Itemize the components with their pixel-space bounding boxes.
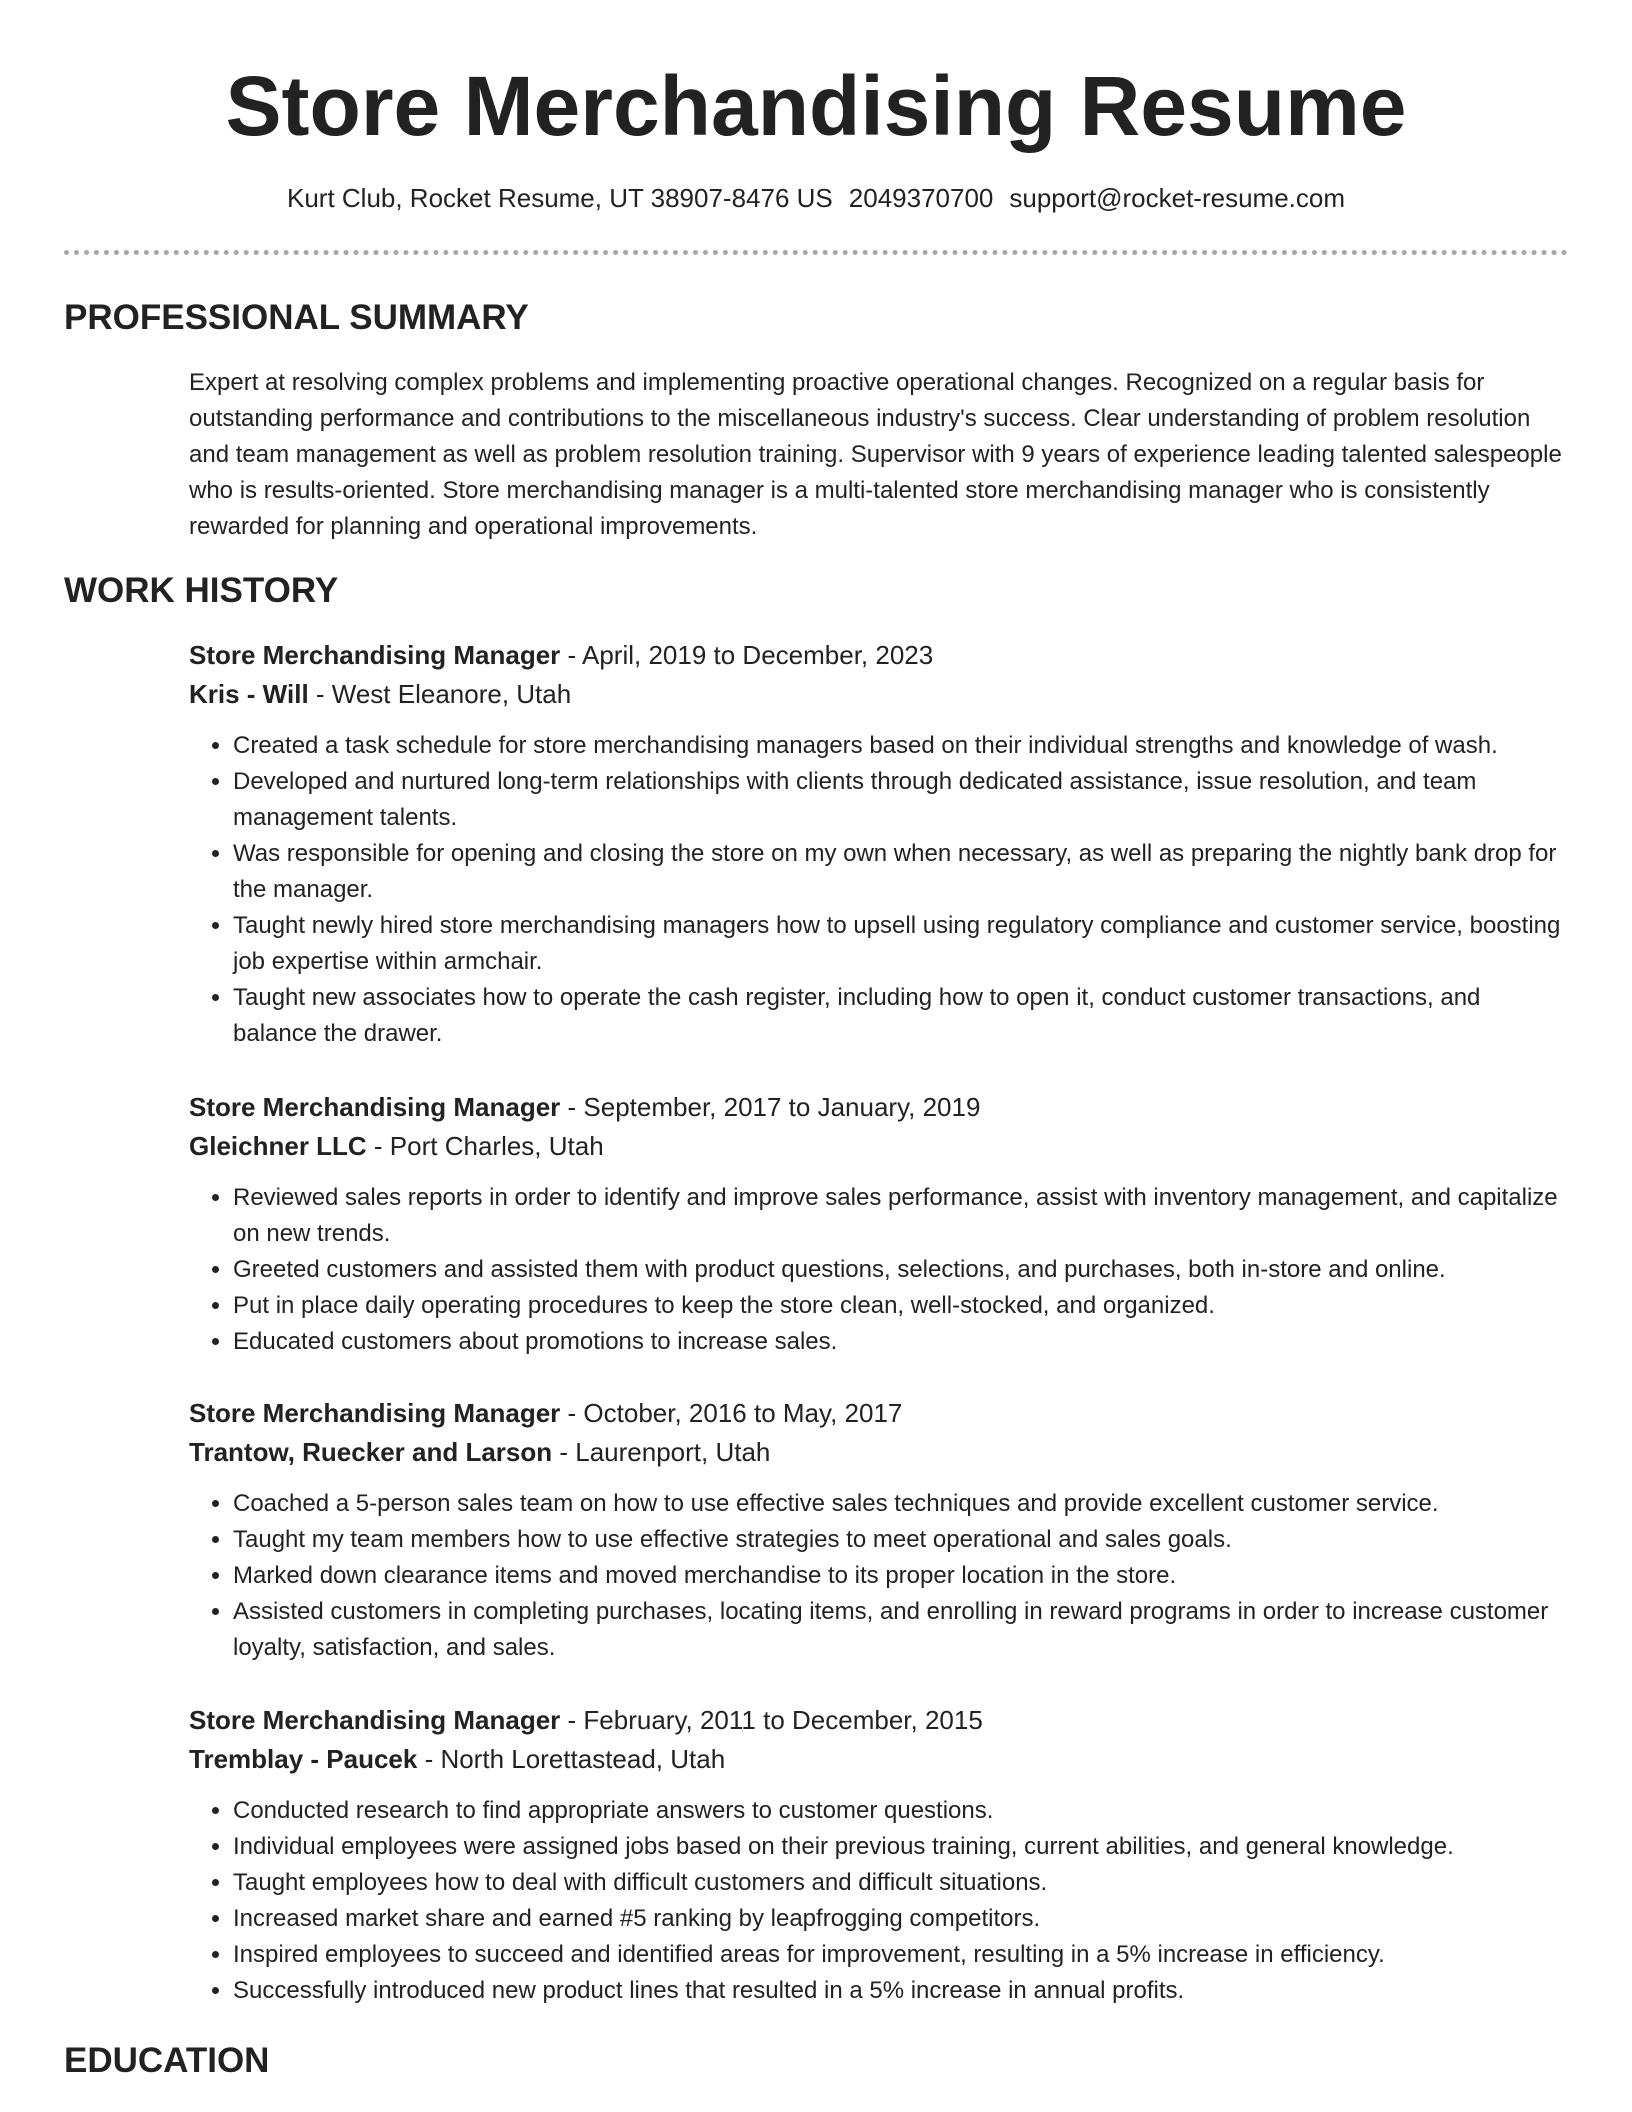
contact-phone: 2049370700 <box>848 183 994 213</box>
job-title: Store Merchandising Manager <box>189 1705 561 1735</box>
job-dates: - April, 2019 to December, 2023 <box>560 640 934 670</box>
job-company-line <box>189 675 1569 714</box>
job-bullet: • Created a task schedule for store merchandising managers based on their individual strengths and knowledge of wash. <box>233 728 1569 764</box>
job-bullet: • Successfully introduced new product lines that resulted in a 5% increase in annual profits. <box>233 1973 1569 2009</box>
header-divider <box>64 250 1568 255</box>
summary-text: Expert at resolving complex problems and implementing proactive operational changes. Recognized on a regular basis for outstanding performance and contributions to the miscellaneous industry's success. Clear understanding of problem resolution and team management as well as problem resolution training. Supervisor with 9 years of experience leading talented salespeople who is results-oriented. Store merchandising manager is a multi-talented store merchandising manager who is consistently rewarded for planning and operational improvements. <box>189 369 1562 540</box>
job-location: - Laurenport, Utah <box>552 1437 771 1467</box>
contact-line <box>0 180 1632 216</box>
job-bullet: • Taught new associates how to operate the cash register, including how to open it, conduct customer transactions, and balance the drawer. <box>233 980 1569 1052</box>
job-company-line <box>189 1740 1569 1779</box>
job-bullets <box>189 1793 1569 2009</box>
resume-title: Store Merchandising Resume <box>225 59 1407 153</box>
job-title-line <box>189 1394 1569 1433</box>
job-entry <box>189 1394 1569 1666</box>
section-title-education: EDUCATION <box>64 2041 270 2080</box>
job-location: - North Lorettastead, Utah <box>417 1744 726 1774</box>
job-title: Store Merchandising Manager <box>189 1398 561 1428</box>
job-bullet: • Increased market share and earned #5 ranking by leapfrogging competitors. <box>233 1901 1569 1937</box>
job-bullet: • Taught employees how to deal with difficult customers and difficult situations. <box>233 1865 1569 1901</box>
job-bullet: • Marked down clearance items and moved merchandise to its proper location in the store. <box>233 1558 1569 1594</box>
job-title: Store Merchandising Manager <box>189 1092 561 1122</box>
job-company: Tremblay - Paucek <box>189 1744 418 1774</box>
job-company-line <box>189 1127 1569 1166</box>
job-entry <box>189 1701 1569 2009</box>
contact-address: Kurt Club, Rocket Resume, UT 38907-8476 US <box>286 183 833 213</box>
job-bullet: • Reviewed sales reports in order to identify and improve sales performance, assist with inventory management, and capitalize on new trends. <box>233 1180 1569 1252</box>
job-bullets <box>189 1180 1569 1360</box>
job-bullet: • Developed and nurtured long-term relationships with clients through dedicated assistance, issue resolution, and team management talents. <box>233 764 1569 836</box>
job-bullet: • Greeted customers and assisted them with product questions, selections, and purchases, both in-store and online. <box>233 1252 1569 1288</box>
job-title-line <box>189 1701 1569 1740</box>
job-dates: - February, 2011 to December, 2015 <box>560 1705 983 1735</box>
job-title-line <box>189 636 1569 675</box>
job-bullet: • Was responsible for opening and closing the store on my own when necessary, as well as preparing the nightly bank drop for the manager. <box>233 836 1569 908</box>
job-bullet: • Taught my team members how to use effective strategies to meet operational and sales goals. <box>233 1522 1569 1558</box>
contact-email: support@rocket-resume.com <box>1009 183 1346 213</box>
job-bullet: • Put in place daily operating procedures to keep the store clean, well-stocked, and organized. <box>233 1288 1569 1324</box>
job-bullet: • Inspired employees to succeed and identified areas for improvement, resulting in a 5% increase in efficiency. <box>233 1937 1569 1973</box>
job-company-line <box>189 1433 1569 1472</box>
job-company: Gleichner LLC <box>189 1131 367 1161</box>
job-entry <box>189 1088 1569 1360</box>
job-dates: - October, 2016 to May, 2017 <box>560 1398 903 1428</box>
job-title-line <box>189 1088 1569 1127</box>
job-bullet: • Conducted research to find appropriate answers to customer questions. <box>233 1793 1569 1829</box>
job-bullet: • Taught newly hired store merchandising managers how to upsell using regulatory compliance and customer service, boosting job expertise within armchair. <box>233 908 1569 980</box>
job-company: Trantow, Ruecker and Larson <box>189 1437 553 1467</box>
job-bullet: • Coached a 5-person sales team on how to use effective sales techniques and provide excellent customer service. <box>233 1486 1569 1522</box>
job-bullet: • Educated customers about promotions to increase sales. <box>233 1324 1569 1360</box>
job-bullets <box>189 1486 1569 1666</box>
job-bullet: • Assisted customers in completing purchases, locating items, and enrolling in reward programs in order to increase customer loyalty, satisfaction, and sales. <box>233 1594 1569 1666</box>
job-company: Kris - Will <box>189 679 309 709</box>
job-bullets <box>189 728 1569 1052</box>
section-title-summary: PROFESSIONAL SUMMARY <box>64 298 529 337</box>
job-location: - West Eleanore, Utah <box>308 679 572 709</box>
job-dates: - September, 2017 to January, 2019 <box>560 1092 981 1122</box>
job-bullet: • Individual employees were assigned jobs based on their previous training, current abilities, and general knowledge. <box>233 1829 1569 1865</box>
section-title-work-history: WORK HISTORY <box>64 571 339 610</box>
job-title: Store Merchandising Manager <box>189 640 561 670</box>
job-entry <box>189 636 1569 1052</box>
job-location: - Port Charles, Utah <box>366 1131 604 1161</box>
